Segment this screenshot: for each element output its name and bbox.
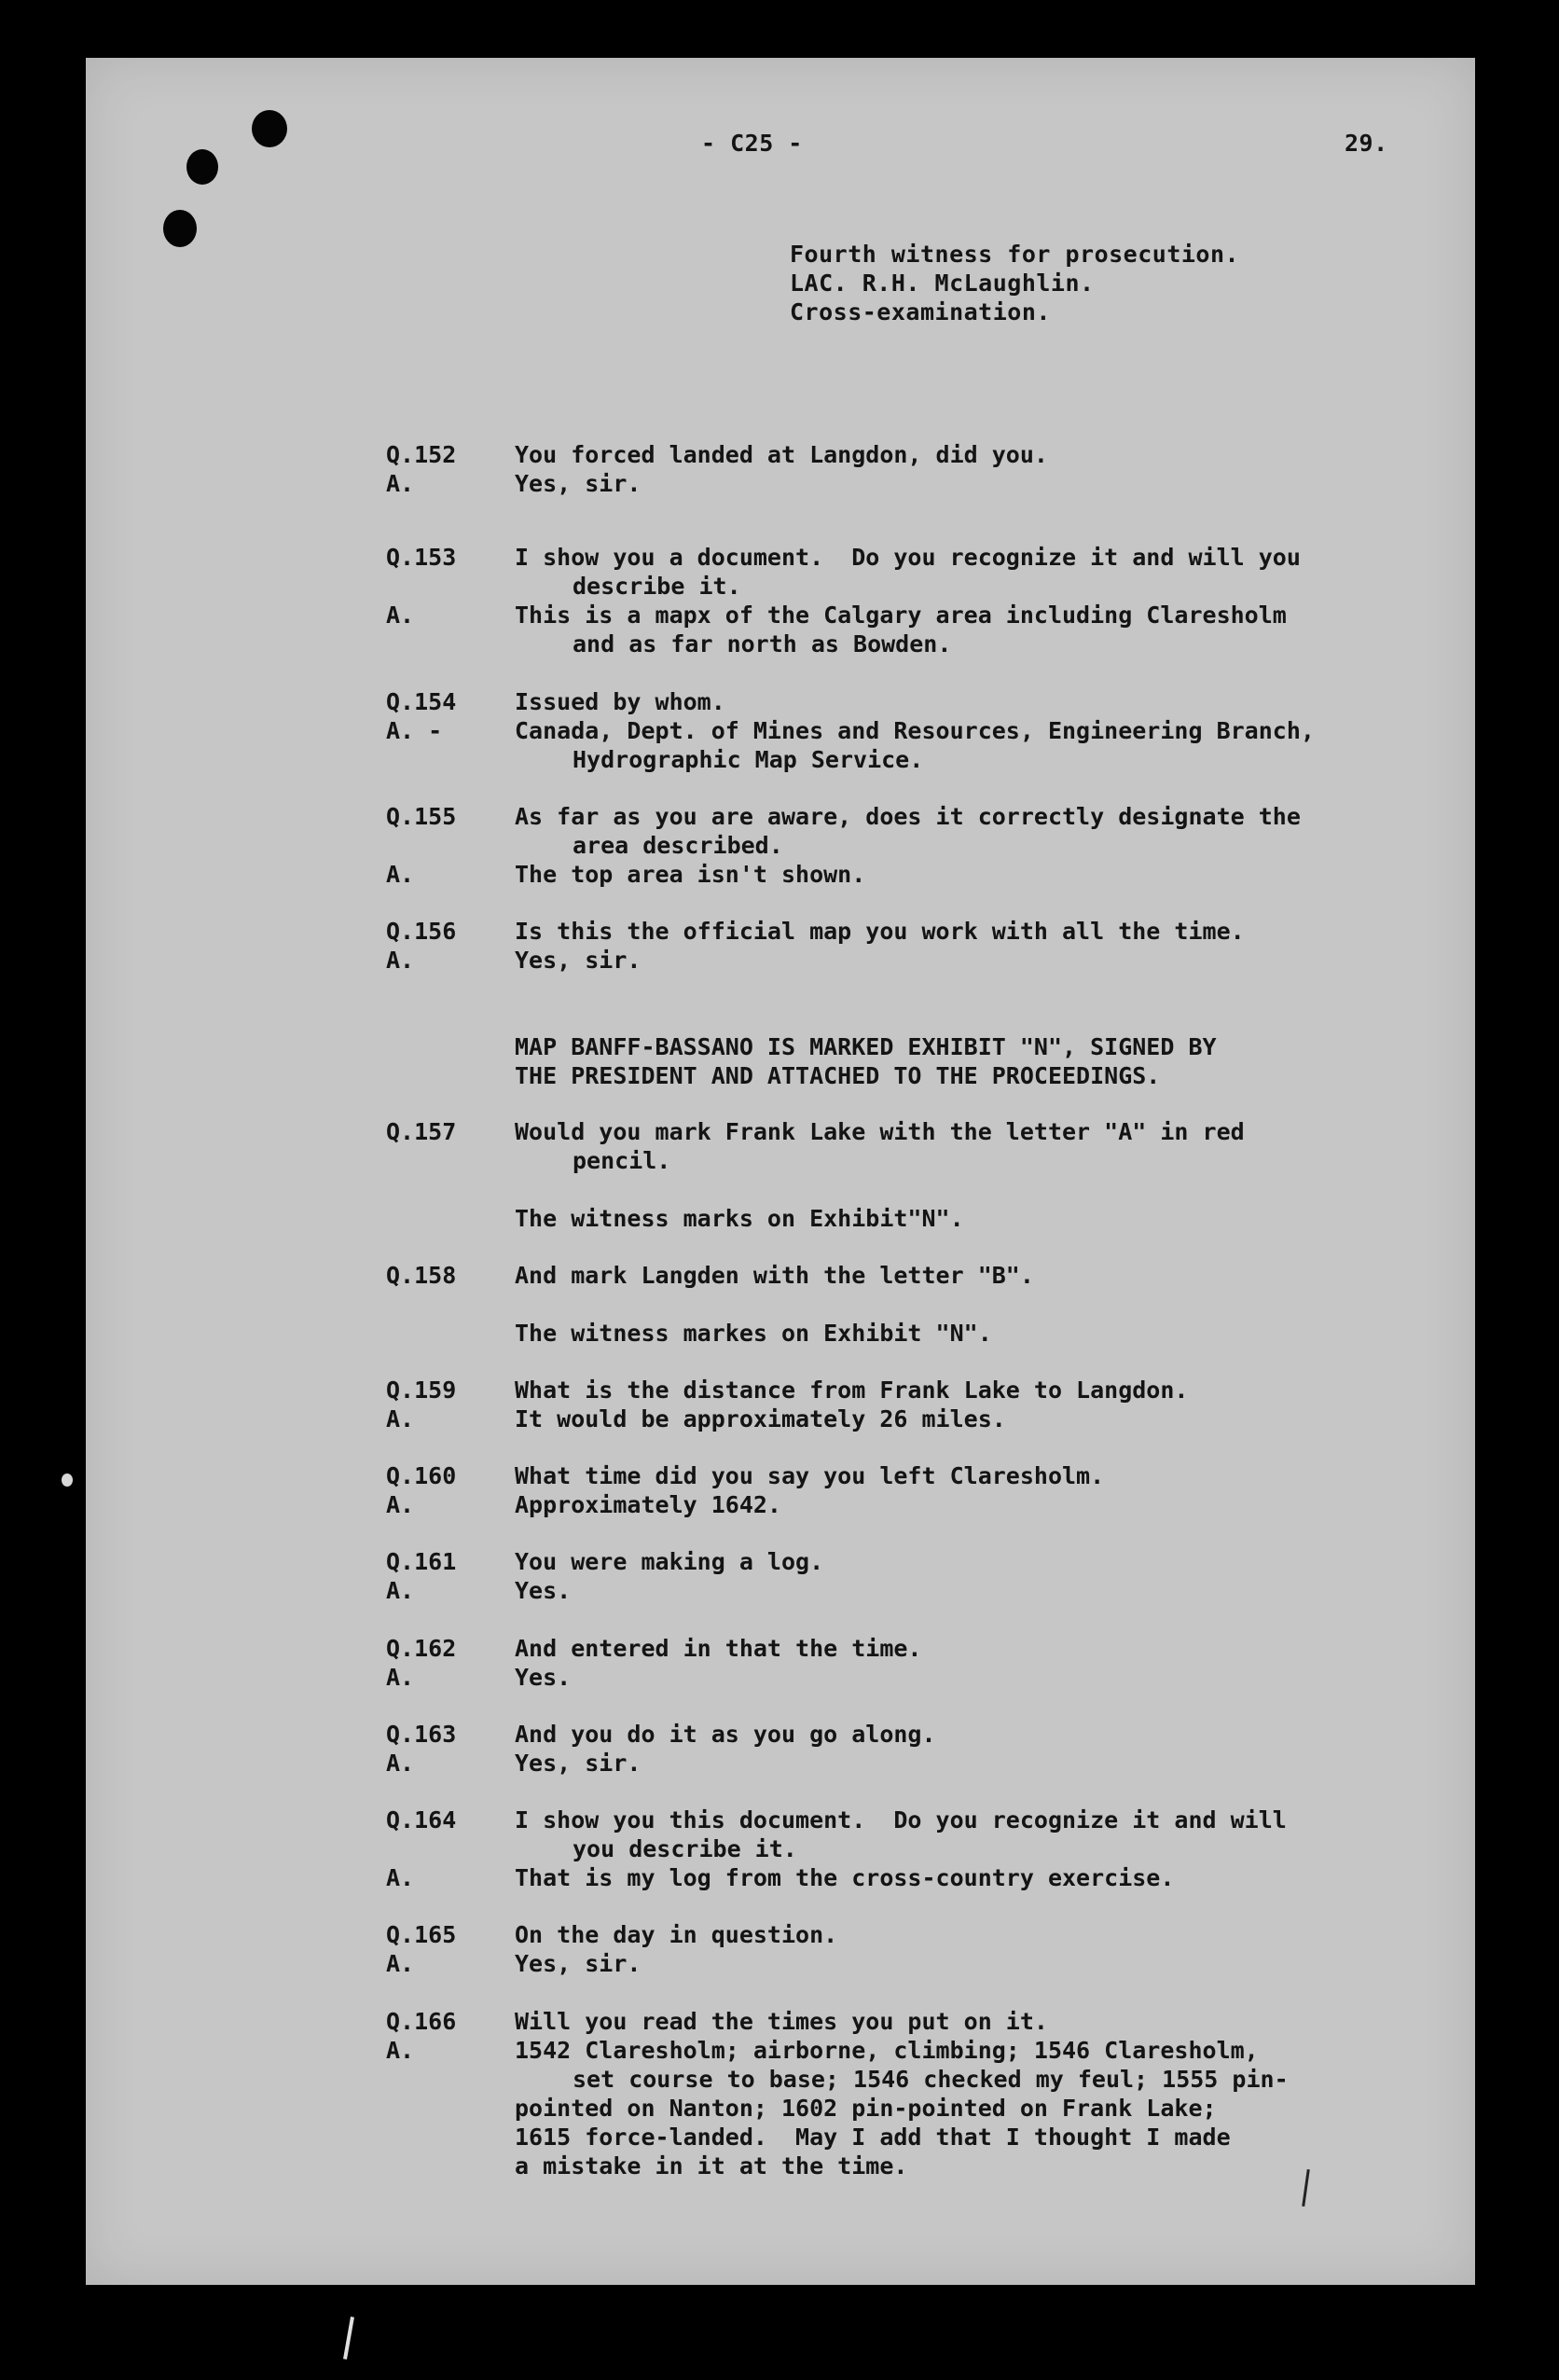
- answer-text: pointed on Nanton; 1602 pin-pointed on Frank Lake;: [515, 2095, 1217, 2122]
- question-text: Issued by whom.: [515, 688, 725, 715]
- answer-text: Canada, Dept. of Mines and Resources, Engineering Branch,: [515, 717, 1315, 744]
- question-text: And you do it as you go along.: [515, 1721, 936, 1748]
- answer-label: A.: [386, 1664, 415, 1691]
- question-text: you describe it.: [573, 1835, 797, 1862]
- question-text: Will you read the times you put on it.: [515, 2008, 1048, 2035]
- question-text: describe it.: [573, 573, 741, 600]
- answer-text: and as far north as Bowden.: [573, 630, 952, 657]
- question-number: Q.160: [386, 1462, 457, 1489]
- punch-hole: [252, 110, 287, 147]
- question-text: You forced landed at Langdon, did you.: [515, 441, 1048, 468]
- answer-text: set course to base; 1546 checked my feul; 1555 pin-: [573, 2066, 1289, 2093]
- answer-text: This is a mapx of the Calgary area including Claresholm: [515, 602, 1287, 629]
- question-number: Q.161: [386, 1548, 457, 1575]
- answer-text: Yes, sir.: [515, 1950, 642, 1977]
- witness-line-3: Cross-examination.: [790, 298, 1051, 325]
- witness-line-1: Fourth witness for prosecution.: [790, 241, 1240, 268]
- question-text: And entered in that the time.: [515, 1635, 922, 1662]
- answer-text: a mistake in it at the time.: [515, 2152, 908, 2179]
- punch-hole: [186, 149, 218, 185]
- answer-text: The top area isn't shown.: [515, 861, 866, 888]
- question-number: Q.152: [386, 441, 457, 468]
- question-text: On the day in question.: [515, 1921, 838, 1948]
- exhibit-note: THE PRESIDENT AND ATTACHED TO THE PROCEEDINGS.: [515, 1062, 1161, 1089]
- pencil-mark: [1302, 2169, 1310, 2207]
- question-text: What is the distance from Frank Lake to Langdon.: [515, 1377, 1189, 1404]
- answer-label: A.: [386, 602, 415, 629]
- witness-line-2: LAC. R.H. McLaughlin.: [790, 270, 1095, 297]
- witness-action-note: The witness markes on Exhibit "N".: [515, 1320, 992, 1347]
- answer-text: Approximately 1642.: [515, 1491, 781, 1518]
- answer-label: A.: [386, 1405, 415, 1432]
- question-text: Would you mark Frank Lake with the letter "A" in red: [515, 1118, 1245, 1145]
- page-code: - C25 -: [701, 130, 803, 157]
- answer-text: 1542 Claresholm; airborne, climbing; 1546 Claresholm,: [515, 2037, 1259, 2064]
- film-scratch: [343, 2317, 354, 2359]
- answer-label: A.: [386, 1864, 415, 1891]
- answer-text: Yes, sir.: [515, 470, 642, 497]
- question-number: Q.155: [386, 803, 457, 830]
- question-number: Q.154: [386, 688, 457, 715]
- question-number: Q.159: [386, 1377, 457, 1404]
- question-text: area described.: [573, 832, 783, 859]
- question-number: Q.156: [386, 918, 457, 945]
- answer-label: A.: [386, 1950, 415, 1977]
- question-text: Is this the official map you work with all the time.: [515, 918, 1245, 945]
- question-number: Q.153: [386, 544, 457, 571]
- question-number: Q.166: [386, 2008, 457, 2035]
- question-text: pencil.: [573, 1147, 671, 1174]
- question-number: Q.157: [386, 1118, 457, 1145]
- question-text: I show you a document. Do you recognize it and will you: [515, 544, 1301, 571]
- exhibit-note: MAP BANFF-BASSANO IS MARKED EXHIBIT "N", SIGNED BY: [515, 1033, 1217, 1060]
- answer-label: A. -: [386, 717, 443, 744]
- answer-label: A.: [386, 470, 415, 497]
- answer-text: Yes, sir.: [515, 947, 642, 974]
- answer-text: 1615 force-landed. May I add that I thought I made: [515, 2124, 1231, 2151]
- answer-text: Hydrographic Map Service.: [573, 746, 924, 773]
- punch-hole: [163, 210, 197, 247]
- question-text: I show you this document. Do you recognize it and will: [515, 1806, 1287, 1833]
- question-number: Q.162: [386, 1635, 457, 1662]
- answer-label: A.: [386, 1491, 415, 1518]
- answer-label: A.: [386, 1750, 415, 1777]
- question-number: Q.165: [386, 1921, 457, 1948]
- question-number: Q.164: [386, 1806, 457, 1833]
- answer-label: A.: [386, 1577, 415, 1604]
- answer-text: That is my log from the cross-country exercise.: [515, 1864, 1175, 1891]
- answer-text: It would be approximately 26 miles.: [515, 1405, 1006, 1432]
- answer-text: Yes, sir.: [515, 1750, 642, 1777]
- witness-action-note: The witness marks on Exhibit"N".: [515, 1205, 964, 1232]
- film-speck: [62, 1474, 73, 1487]
- question-number: Q.158: [386, 1262, 457, 1289]
- answer-label: A.: [386, 2037, 415, 2064]
- answer-text: Yes.: [515, 1664, 572, 1691]
- question-text: And mark Langden with the letter "B".: [515, 1262, 1034, 1289]
- answer-label: A.: [386, 861, 415, 888]
- answer-text: Yes.: [515, 1577, 572, 1604]
- document-page: [86, 58, 1475, 2285]
- question-number: Q.163: [386, 1721, 457, 1748]
- question-text: You were making a log.: [515, 1548, 824, 1575]
- question-text: As far as you are aware, does it correctly designate the: [515, 803, 1301, 830]
- answer-label: A.: [386, 947, 415, 974]
- page-number: 29.: [1345, 130, 1388, 157]
- question-text: What time did you say you left Claresholm.: [515, 1462, 1105, 1489]
